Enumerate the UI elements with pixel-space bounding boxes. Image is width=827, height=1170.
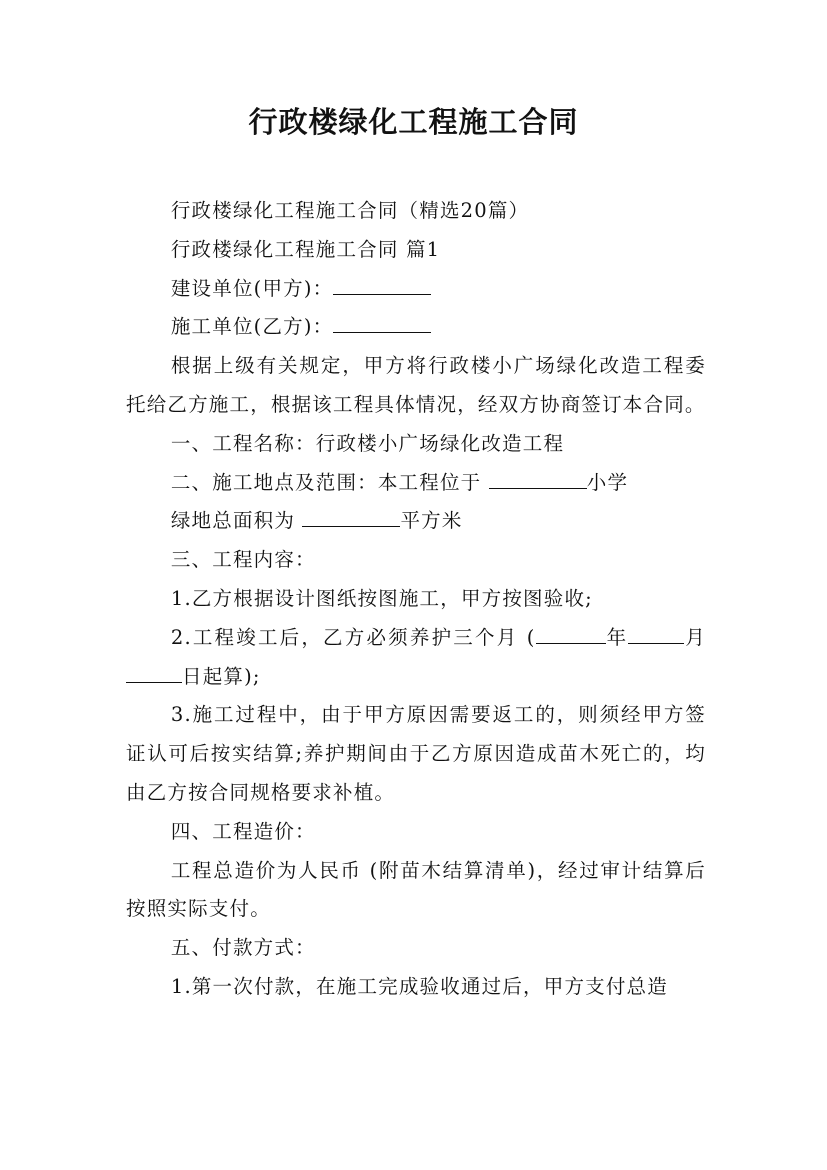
party-a-label: 建设单位(甲方)： (170, 276, 334, 300)
section-2-line (126, 464, 706, 503)
payment-1: 1.第一次付款，在施工完成验收通过后，甲方支付总造 (170, 974, 668, 998)
document-body (126, 192, 706, 1007)
party-b-line (126, 308, 706, 347)
party-b-label: 施工单位(乙方)： (170, 315, 334, 339)
document-title: 行政楼绿化工程施工合同 (248, 105, 579, 139)
area-unit: 平方米 (400, 509, 463, 533)
year-blank (536, 622, 606, 643)
section-4: 四、工程造价： (170, 819, 316, 843)
day-label: 日起算); (182, 664, 261, 688)
item-2 (126, 619, 706, 697)
section-2-suffix: 小学 (586, 470, 629, 494)
month-label: 月 (684, 625, 706, 649)
section-1: 一、工程名称：行政楼小广场绿化改造工程 (170, 431, 565, 455)
area-blank (302, 506, 400, 527)
location-blank (489, 467, 587, 488)
area-line (126, 502, 706, 541)
cost-paragraph: 工程总造价为人民币 (附苗木结算清单)，经过审计结算后按照实际支付。 (126, 858, 706, 921)
article-heading: 行政楼绿化工程施工合同 篇1 (170, 237, 441, 261)
year-label: 年 (605, 625, 629, 649)
month-blank-1 (628, 622, 684, 643)
day-blank (126, 661, 182, 682)
subtitle-line: 行政楼绿化工程施工合同（精选20篇） (170, 199, 530, 222)
item-1: 1.乙方根据设计图纸按图施工，甲方按图验收; (170, 586, 593, 610)
item-2-text: 2.工程竣工后，乙方必须养护三个月 ( (170, 625, 536, 649)
party-a-line (126, 270, 706, 309)
party-b-blank (333, 312, 431, 333)
area-text: 绿地总面积为 (170, 509, 303, 533)
section-3: 三、工程内容： (170, 548, 316, 572)
intro-paragraph: 根据上级有关规定，甲方将行政楼小广场绿化改造工程委托给乙方施工，根据该工程具体情况，经双方协商签订本合同。 (126, 354, 706, 416)
section-5: 五、付款方式： (170, 936, 316, 960)
item-3: 3.施工过程中，由于甲方原因需要返工的，则须经甲方签证认可后按实结算;养护期间由于乙方原因造成苗木死亡的，均由乙方按合同规格要求补植。 (126, 703, 706, 804)
party-a-blank (333, 273, 431, 294)
section-2-text: 二、施工地点及范围：本工程位于 (170, 470, 489, 494)
